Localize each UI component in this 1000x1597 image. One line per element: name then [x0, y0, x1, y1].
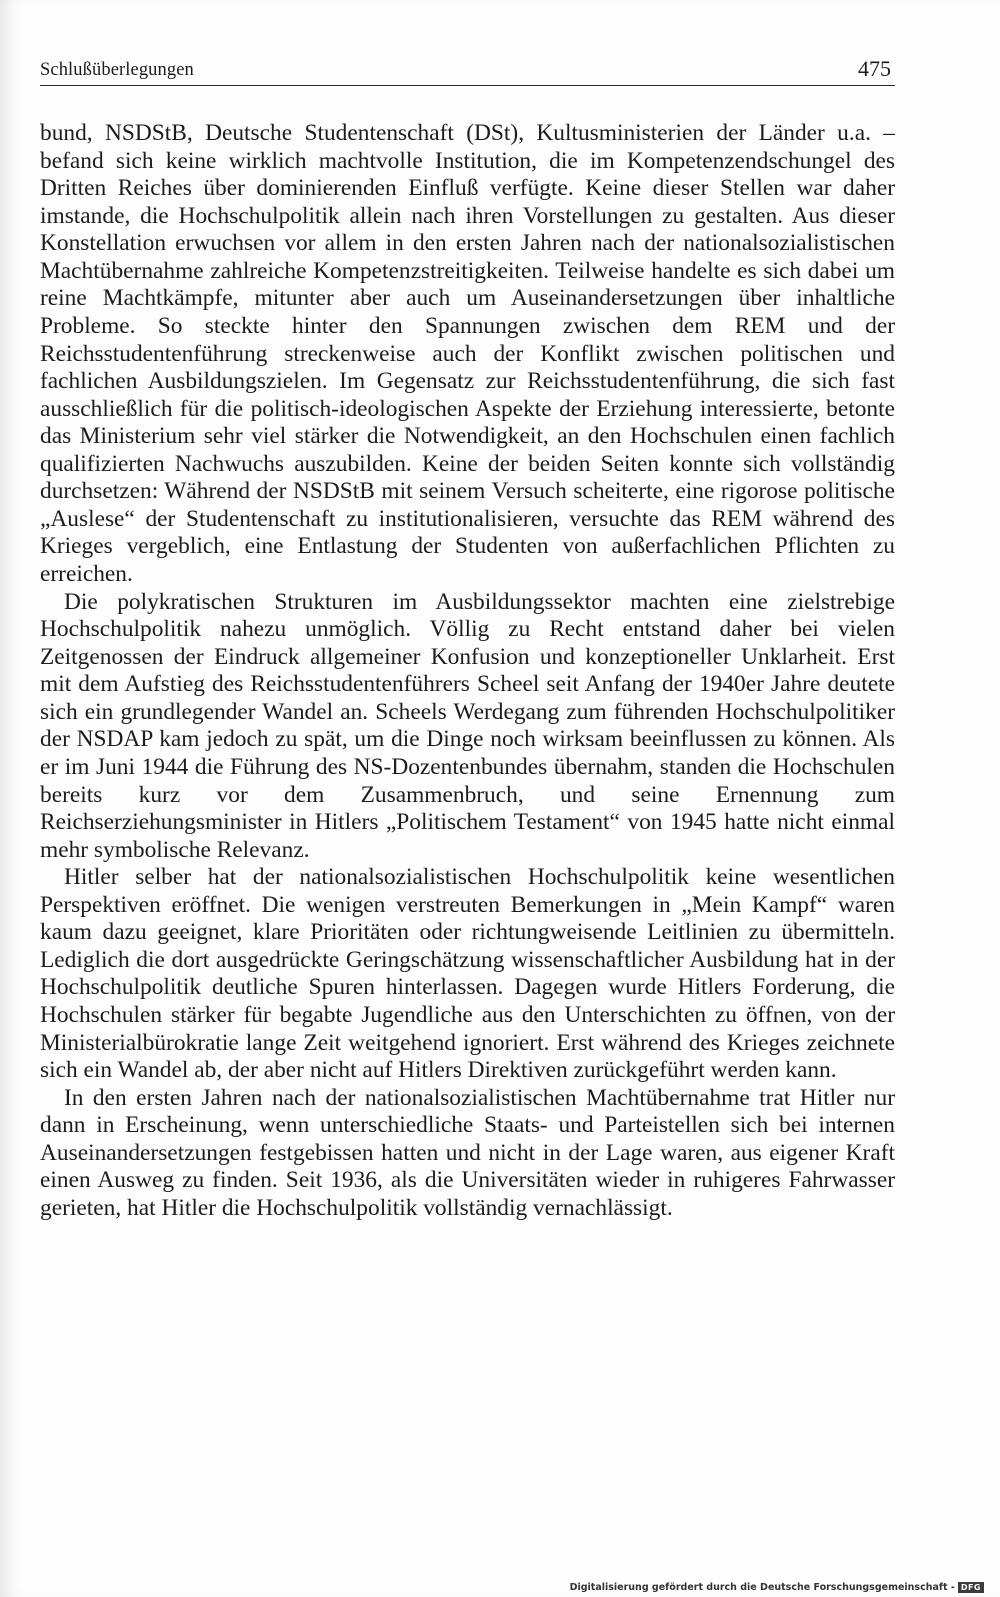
running-head: [40, 55, 895, 86]
credit-text: Digitalisierung gefördert durch die Deutsche Forschungsgemeinschaft -: [569, 1582, 955, 1593]
body-text: [40, 120, 895, 1223]
dfg-logo-icon: DFG: [958, 1582, 984, 1593]
paragraph-4: In den ersten Jahren nach der nationalsozialistischen Machtübernahme trat Hitler nur dann in Erscheinung, wenn unterschiedliche Staats- und Parteistellen sich bei internen Auseinandersetzungen festgebissen hatten und nicht in der Lage waren, aus eigener Kraft einen Ausweg zu finden. Seit 1936, als die Universitäten wieder in ruhigeres Fahrwasser gerieten, hat Hitler die Hochschulpolitik vollständig vernachlässigt.: [40, 1084, 895, 1221]
paragraph-3: Hitler selber hat der nationalsozialistischen Hochschulpolitik keine wesentlichen Perspektiven eröffnet. Die wenigen verstreuten Bemerkungen in „Mein Kampf“ waren kaum dazu geeignet, klare Prioritäten oder richtungweisende Leitlinien zu übermitteln. Lediglich die dort ausgedrückte Geringschätzung wissenschaftlicher Ausbildung hat in der Hochschulpolitik deutliche Spuren hinterlassen. Dagegen wurde Hitlers Forderung, die Hochschulen stärker für begabte Jugendliche aus den Unterschichten zu öffnen, von der Ministerialbürokratie lange Zeit weitgehend ignoriert. Erst während des Krieges zeichnete sich ein Wandel ab, der aber nicht auf Hitlers Direktiven zurückgeführt werden kann.: [40, 864, 895, 1084]
digitization-credit: [570, 1582, 984, 1593]
paragraph-2: Die polykratischen Strukturen im Ausbildungssektor machten eine zielstrebige Hochschulpolitik nahezu unmöglich. Völlig zu Recht entstand daher bei vielen Zeitgenossen der Eindruck allgemeiner Konfusion und konzeptioneller Unklarheit. Erst mit dem Aufstieg des Reichsstudentenführers Scheel seit Anfang der 1940er Jahre deutete sich ein grundlegender Wandel an. Scheels Werdegang zum führenden Hochschulpolitiker der NSDAP kam jedoch zu spät, um die Dinge noch wirksam beeinflussen zu können. Als er im Juni 1944 die Führung des NS-Dozentenbundes übernahm, standen die Hochschulen bereits kurz vor dem Zusammenbruch, und seine Ernennung zum Reichserziehungsminister in Hitlers „Politischem Testament“ von 1945 hatte nicht einmal mehr symbolische Relevanz.: [40, 588, 895, 863]
running-title: Schlußüberlegungen: [40, 60, 194, 80]
page-number: 475: [858, 56, 891, 81]
paragraph-1: bund, NSDStB, Deutsche Studentenschaft (DSt), Kultusministerien der Länder u.a. – befand sich keine wirklich machtvolle Institution, die im Kompetenzendschungel des Dritten Reiches über dominierenden Einfluß verfügte. Keine dieser Stellen war daher imstande, die Hochschulpolitik allein nach ihren Vorstellungen zu gestalten. Aus dieser Konstellation erwuchsen vor allem in den ersten Jahren nach der nationalsozialistischen Machtübernahme zahlreiche Kompetenzstreitigkeiten. Teilweise handelte es sich dabei um reine Machtkämpfe, mitunter aber auch um Auseinandersetzungen über inhaltliche Probleme. So steckte hinter den Spannungen zwischen dem REM und der Reichsstudentenführung streckenweise auch der Konflikt zwischen politischen und fachlichen Ausbildungszielen. Im Gegensatz zur Reichsstudentenführung, die sich fast ausschließlich für die politisch-ideologischen Aspekte der Erziehung interessierte, betonte das Ministerium sehr viel stärker die Notwendigkeit, an den Hochschulen einen fachlich qualifizierten Nachwuchs auszubilden. Keine der beiden Seiten konnte sich vollständig durchsetzen: Während der NSDStB mit seinem Versuch scheiterte, eine rigorose politische „Auslese“ der Studentenschaft zu institutionalisieren, versuchte das REM während des Krieges vergeblich, eine Entlastung der Studenten von außerfachlichen Pflichten zu erreichen.: [40, 120, 895, 587]
